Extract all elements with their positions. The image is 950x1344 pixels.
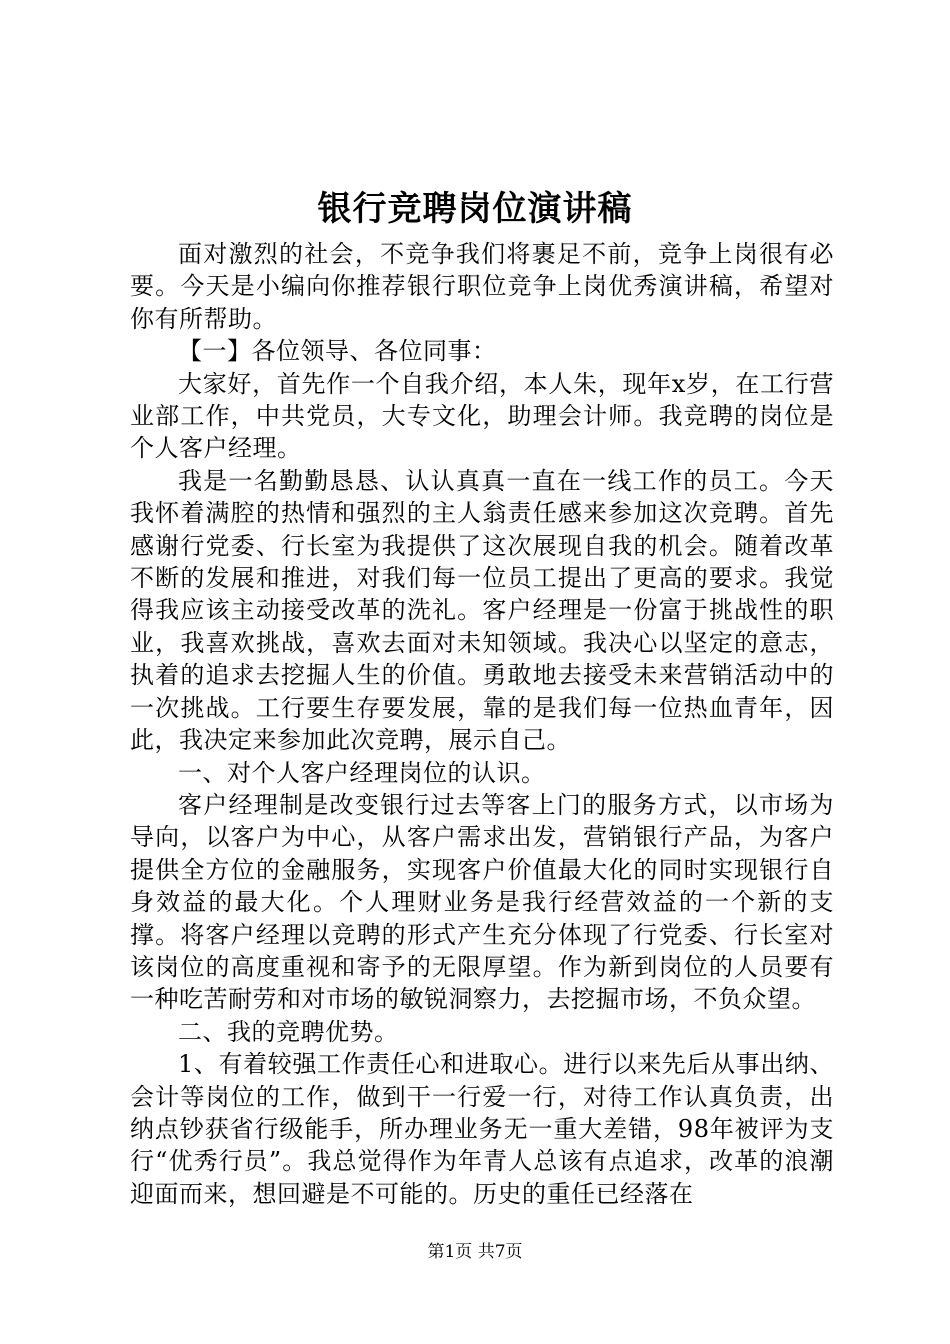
paragraph-motivation: 我是一名勤勤恳恳、认认真真一直在一线工作的员工。今天我怀着满腔的热情和强烈的主人翁责任感来参加这次竞聘。首先感谢行党委、行长室为我提供了这次展现自我的机会。随着改革不断的发展和推进，对我们每一位员工提出了更高的要求。我觉得我应该主动接受改革的洗礼。客户经理是一份富于挑战性的职业，我喜欢挑战，喜欢去面对未知领域。我决心以坚定的意志，执着的追求去挖掘人生的价值。勇敢地去接受未来营销活动中的一次挑战。工行要生存要发展，靠的是我们每一位热血青年，因此，我决定来参加此次竞聘，展示自己。	[130, 466, 834, 755]
document-title: 银行竞聘岗位演讲稿	[317, 189, 633, 229]
document-body	[130, 238, 834, 1210]
paragraph-self-intro: 大家好，首先作一个自我介绍，本人朱，现年x岁，在工行营业部工作，中共党员，大专文化，助理会计师。我竞聘的岗位是个人客户经理。	[130, 369, 834, 463]
paragraph-salutation: 【一】各位领导、各位同事：	[178, 337, 497, 366]
paragraph-intro: 面对激烈的社会，不竞争我们将裹足不前，竞争上岗很有必要。今天是小编向你推荐银行职位竞争上岗优秀演讲稿，希望对你有所帮助。	[130, 240, 834, 333]
section-heading-advantages: 二、我的竞聘优势。	[178, 1017, 399, 1046]
page-footer: 第1页 共7页	[427, 1242, 523, 1262]
section-heading-understanding: 一、对个人客户经理岗位的认识。	[178, 758, 546, 787]
paragraph-understanding: 客户经理制是改变银行过去等客上门的服务方式，以市场为导向，以客户为中心，从客户需求出发，营销银行产品，为客户提供全方位的金融服务，实现客户价值最大化的同时实现银行自身效益的最大化。个人理财业务是我行经营效益的一个新的支撑。将客户经理以竞聘的形式产生充分体现了行党委、行长室对该岗位的高度重视和寄予的无限厚望。作为新到岗位的人员要有一种吃苦耐劳和对市场的敏锐洞察力，去挖掘市场，不负众望。	[130, 790, 834, 1014]
paragraph-advantage-1: 1、有着较强工作责任心和进取心。进行以来先后从事出纳、会计等岗位的工作，做到干一行爱一行，对待工作认真负责，出纳点钞获省行级能手，所办理业务无一重大差错，98年被评为支行“优秀行员”。我总觉得作为年青人总该有点追求，改革的浪潮迎面而来，想回避是不可能的。历史的重任已经落在	[130, 1050, 834, 1208]
